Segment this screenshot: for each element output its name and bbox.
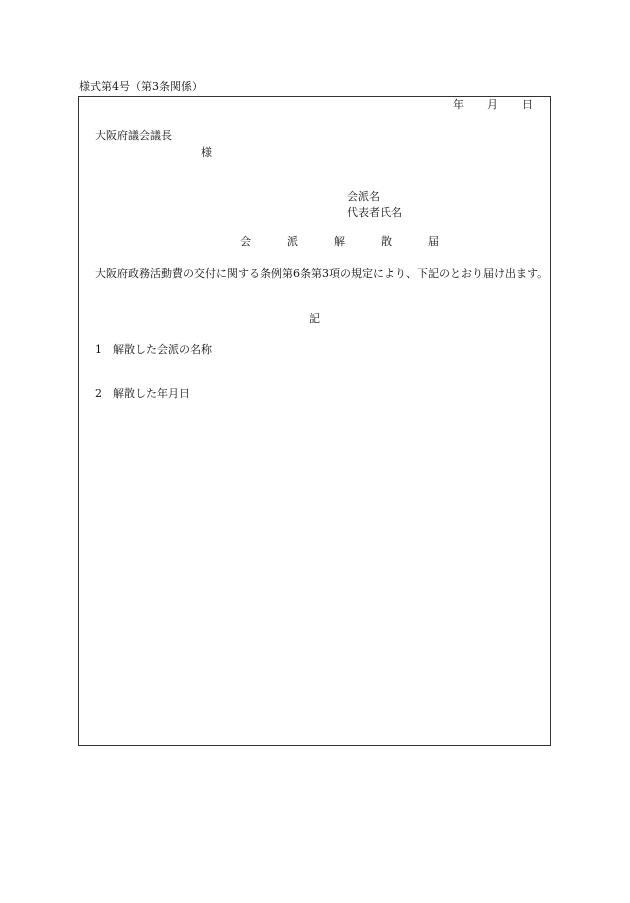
document-title <box>240 235 439 249</box>
list-item <box>95 387 190 401</box>
date-day-label: 日 <box>522 98 533 111</box>
form-frame <box>78 96 551 746</box>
title-char: 散 <box>381 235 392 248</box>
representative-name-label: 代表者氏名 <box>347 206 402 219</box>
date-year-label: 年 <box>453 98 464 111</box>
title-char: 会 <box>240 235 251 248</box>
honorific: 様 <box>201 146 212 159</box>
list-item <box>95 343 212 357</box>
addressee: 大阪府議会議長 <box>95 129 172 142</box>
title-char: 派 <box>287 235 298 248</box>
item-number: 1 <box>95 343 102 356</box>
form-number-label: 様式第4号（第3条関係） <box>79 80 203 93</box>
date-month-label: 月 <box>487 98 498 111</box>
title-char: 解 <box>334 235 345 248</box>
item-number: 2 <box>95 387 102 400</box>
body-text: 大阪府政務活動費の交付に関する条例第6条第3項の規定により、下記のとおり届け出ます。 <box>95 267 549 280</box>
title-char: 届 <box>428 235 439 248</box>
faction-name-label: 会派名 <box>347 190 380 203</box>
item-label: 解散した会派の名称 <box>113 343 212 356</box>
ki-heading: 記 <box>309 312 320 325</box>
item-label: 解散した年月日 <box>113 387 190 400</box>
